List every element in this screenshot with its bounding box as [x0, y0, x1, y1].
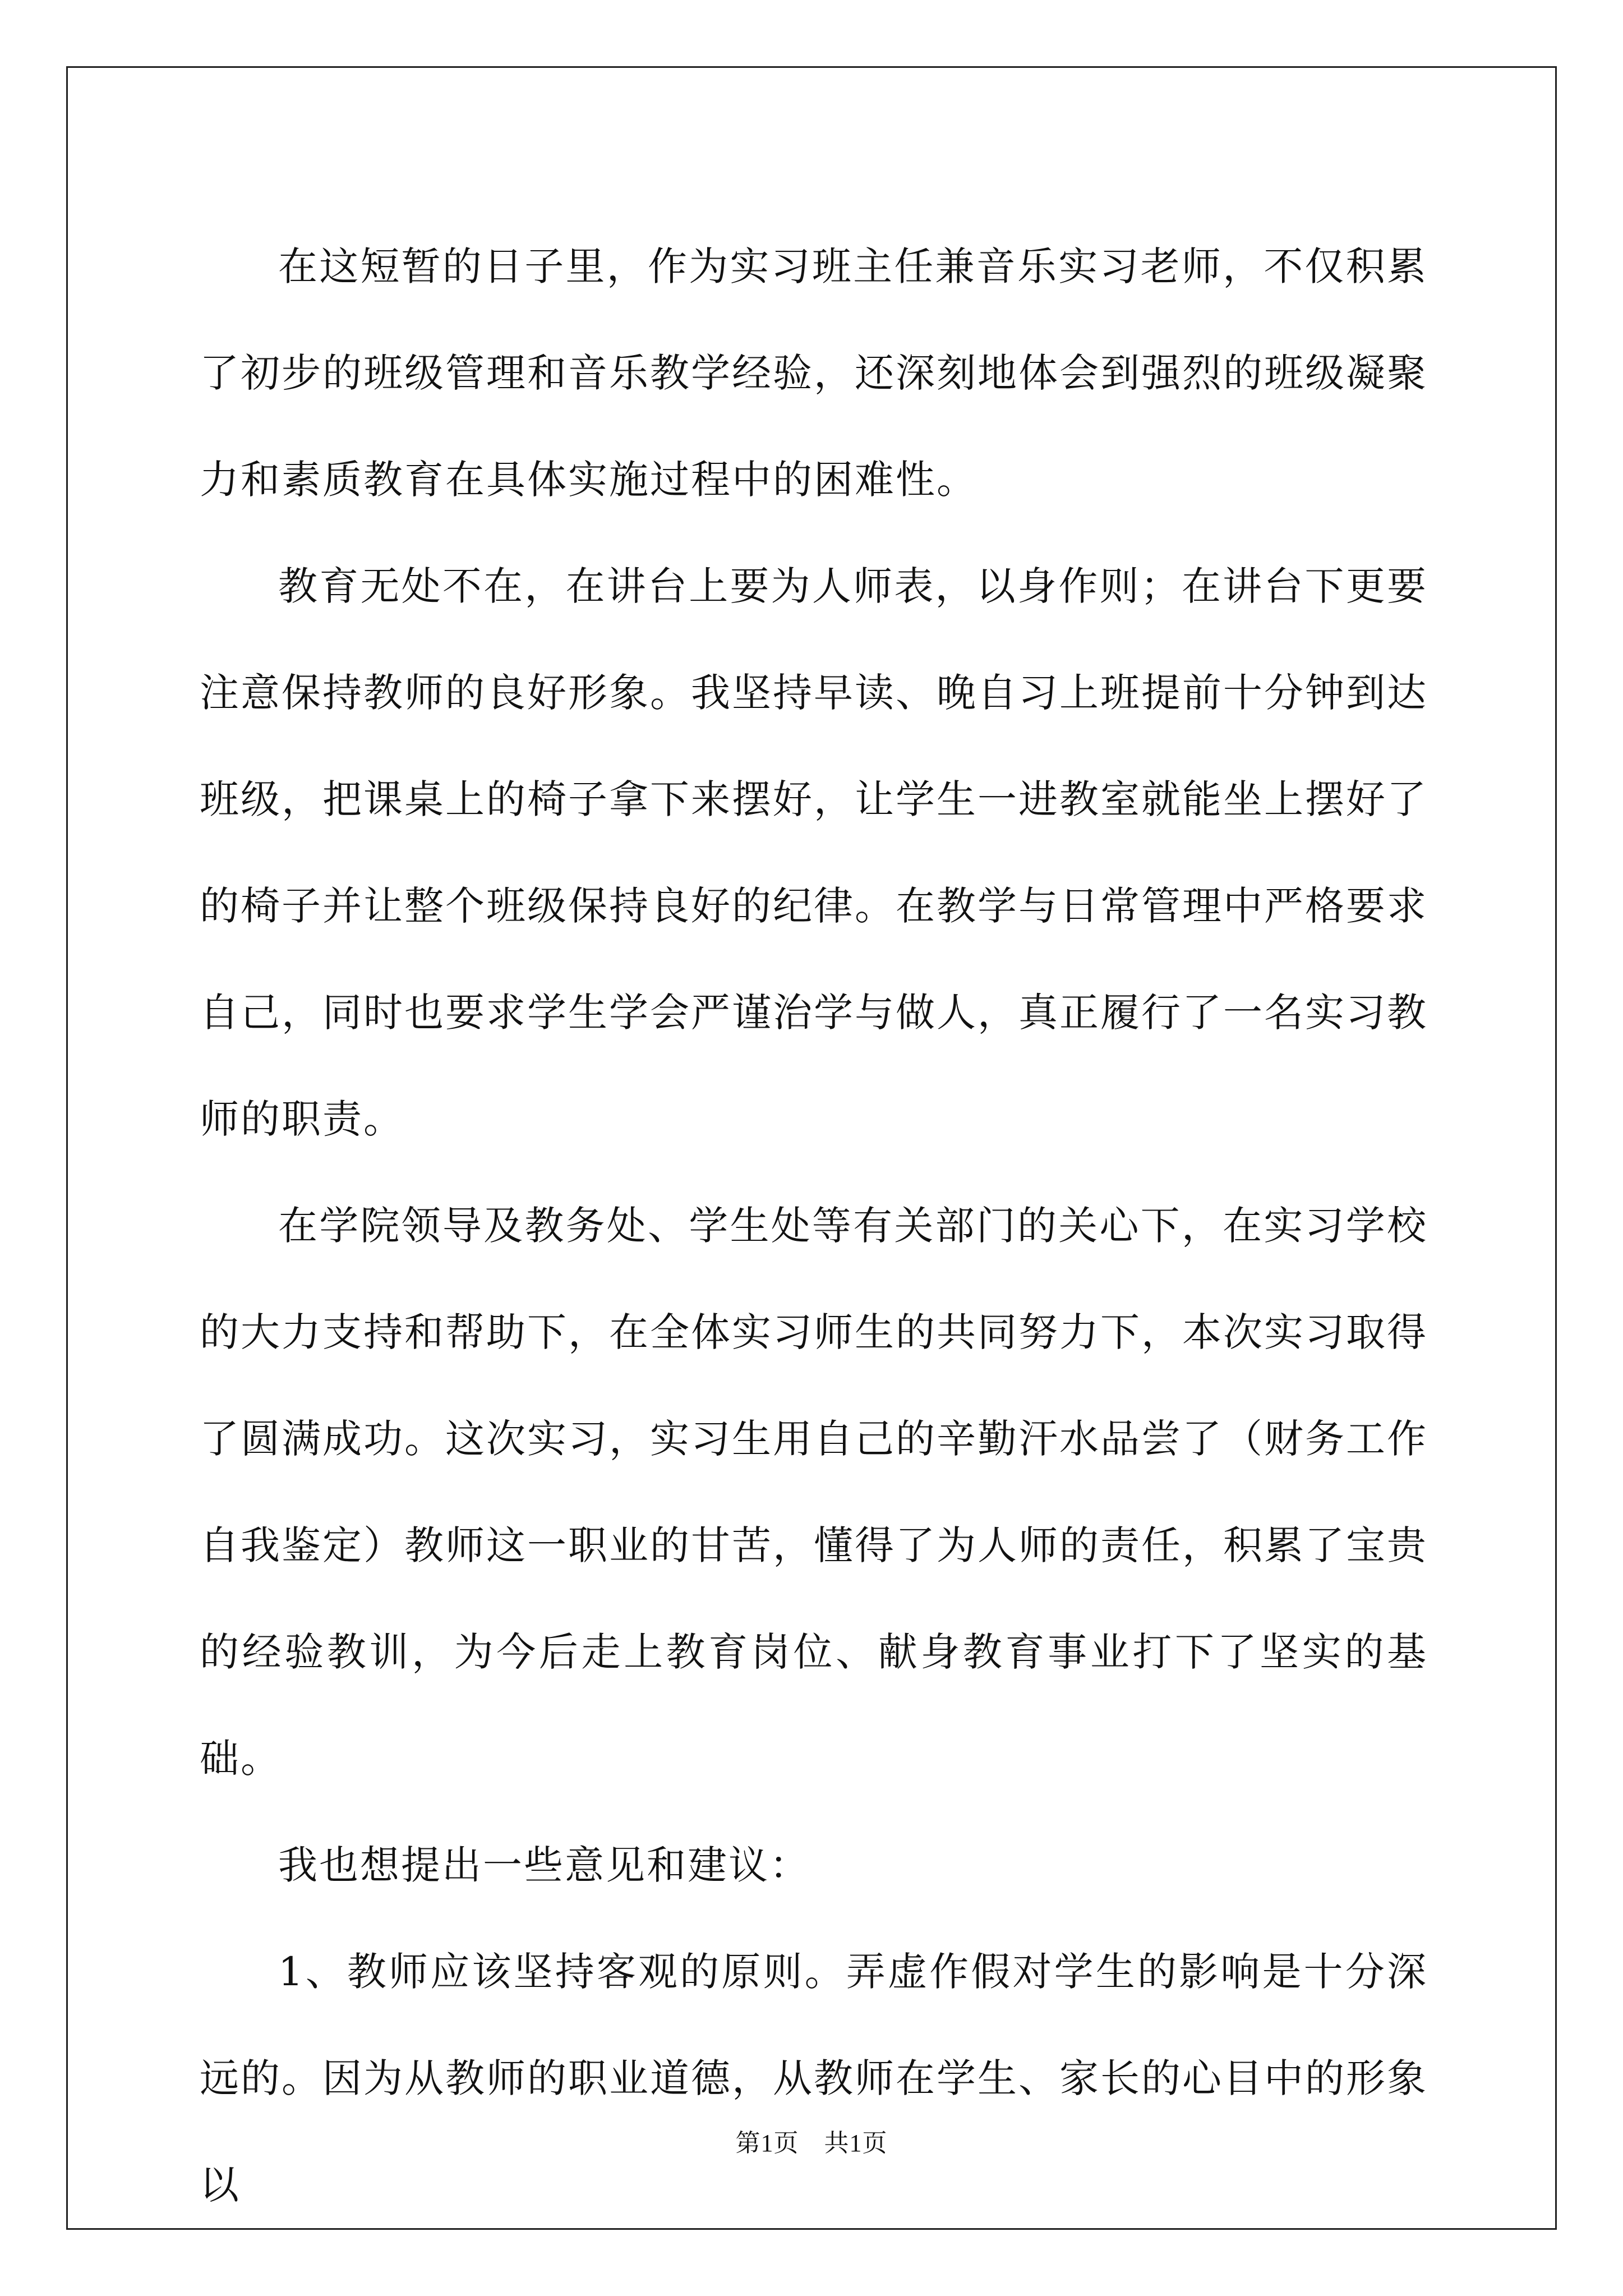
paragraph-5: 1、教师应该坚持客观的原则。弄虚作假对学生的影响是十分深远的。因为从教师的职业道德，从教师在学生、家长的心目中的形象以 [200, 1949, 1428, 2208]
paragraph-3: 在学院领导及教务处、学生处等有关部门的关心下，在实习学校的大力支持和帮助下，在全体实习师生的共同努力下，本次实习取得了圆满成功。这次实习，实习生用自己的辛勤汗水品尝了（财务工作自我鉴定）教师这一职业的甘苦，懂得了为人师的责任，积累了宝贵的经验教训，为今后走上教育岗位、献身教育事业打下了坚实的基础。 [200, 1203, 1428, 1782]
document-body [200, 213, 1428, 2238]
paragraph-2: 教育无处不在，在讲台上要为人师表，以身作则；在讲台下更要注意保持教师的良好形象。我坚持早读、晚自习上班提前十分钟到达班级，把课桌上的椅子拿下来摆好，让学生一进教室就能坐上摆好了的椅子并让整个班级保持良好的纪律。在教学与日常管理中严格要求自己，同时也要求学生学会严谨治学与做人，真正履行了一名实习教师的职责。 [200, 563, 1428, 1142]
paragraph-1: 在这短暂的日子里，作为实习班主任兼音乐实习老师，不仅积累了初步的班级管理和音乐教学经验，还深刻地体会到强烈的班级凝聚力和素质教育在具体实施过程中的困难性。 [200, 243, 1428, 503]
page-number-footer: 第1页 共1页 [735, 2129, 888, 2157]
paragraph-4: 我也想提出一些意见和建议： [278, 1842, 810, 1888]
